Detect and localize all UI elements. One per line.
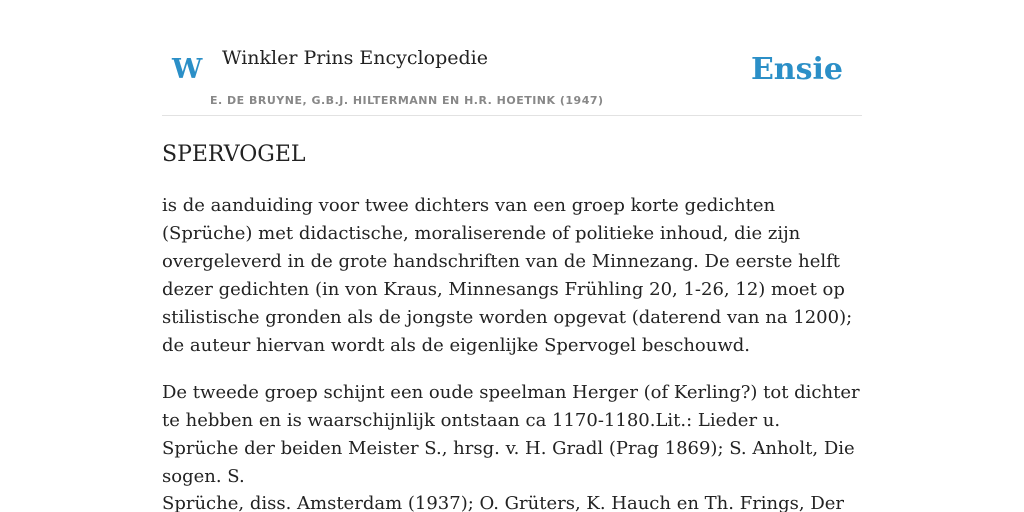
authors-line: E. DE BRUYNE, G.B.J. HILTERMANN EN H.R. HOETINK (1947) <box>210 94 604 107</box>
encyclopedia-logo-icon[interactable]: W <box>172 54 203 85</box>
encyclopedia-title[interactable]: Winkler Prins Encyclopedie <box>222 47 488 69</box>
article-paragraph: Sprüche, diss. Amsterdam (1937); O. Grüters, K. Hauch en Th. Frings, Der <box>162 493 845 512</box>
article-title: SPERVOGEL <box>162 142 306 167</box>
ensie-logo-link[interactable]: Ensie <box>750 52 843 87</box>
article-paragraph: De tweede groep schijnt een oude speelman Herger (of Kerling?) tot dichter te hebben en is waarschijnlijk ontstaan ca 1170-1180.Lit.: Lieder u. Sprüche der beiden Meister S., hrsg. v. H. Gradl (Prag 1869); S. Anholt, Die sogen. S. <box>162 382 860 487</box>
header-divider <box>162 115 862 116</box>
article-paragraph: is de aanduiding voor twee dichters van een groep korte gedichten (Sprüche) met didactische, moraliserende of politieke inhoud, die zijn overgeleverd in de grote handschriften van de Minnezang. De eerste helft dezer gedichten (in von Kraus, Minnesangs Frühling 20, 1-26, 12) moet op stilistische gronden als de jongste worden opgevat (daterend van na 1200); de auteur hiervan wordt als de eigenlijke Spervogel beschouwd. <box>162 195 853 356</box>
